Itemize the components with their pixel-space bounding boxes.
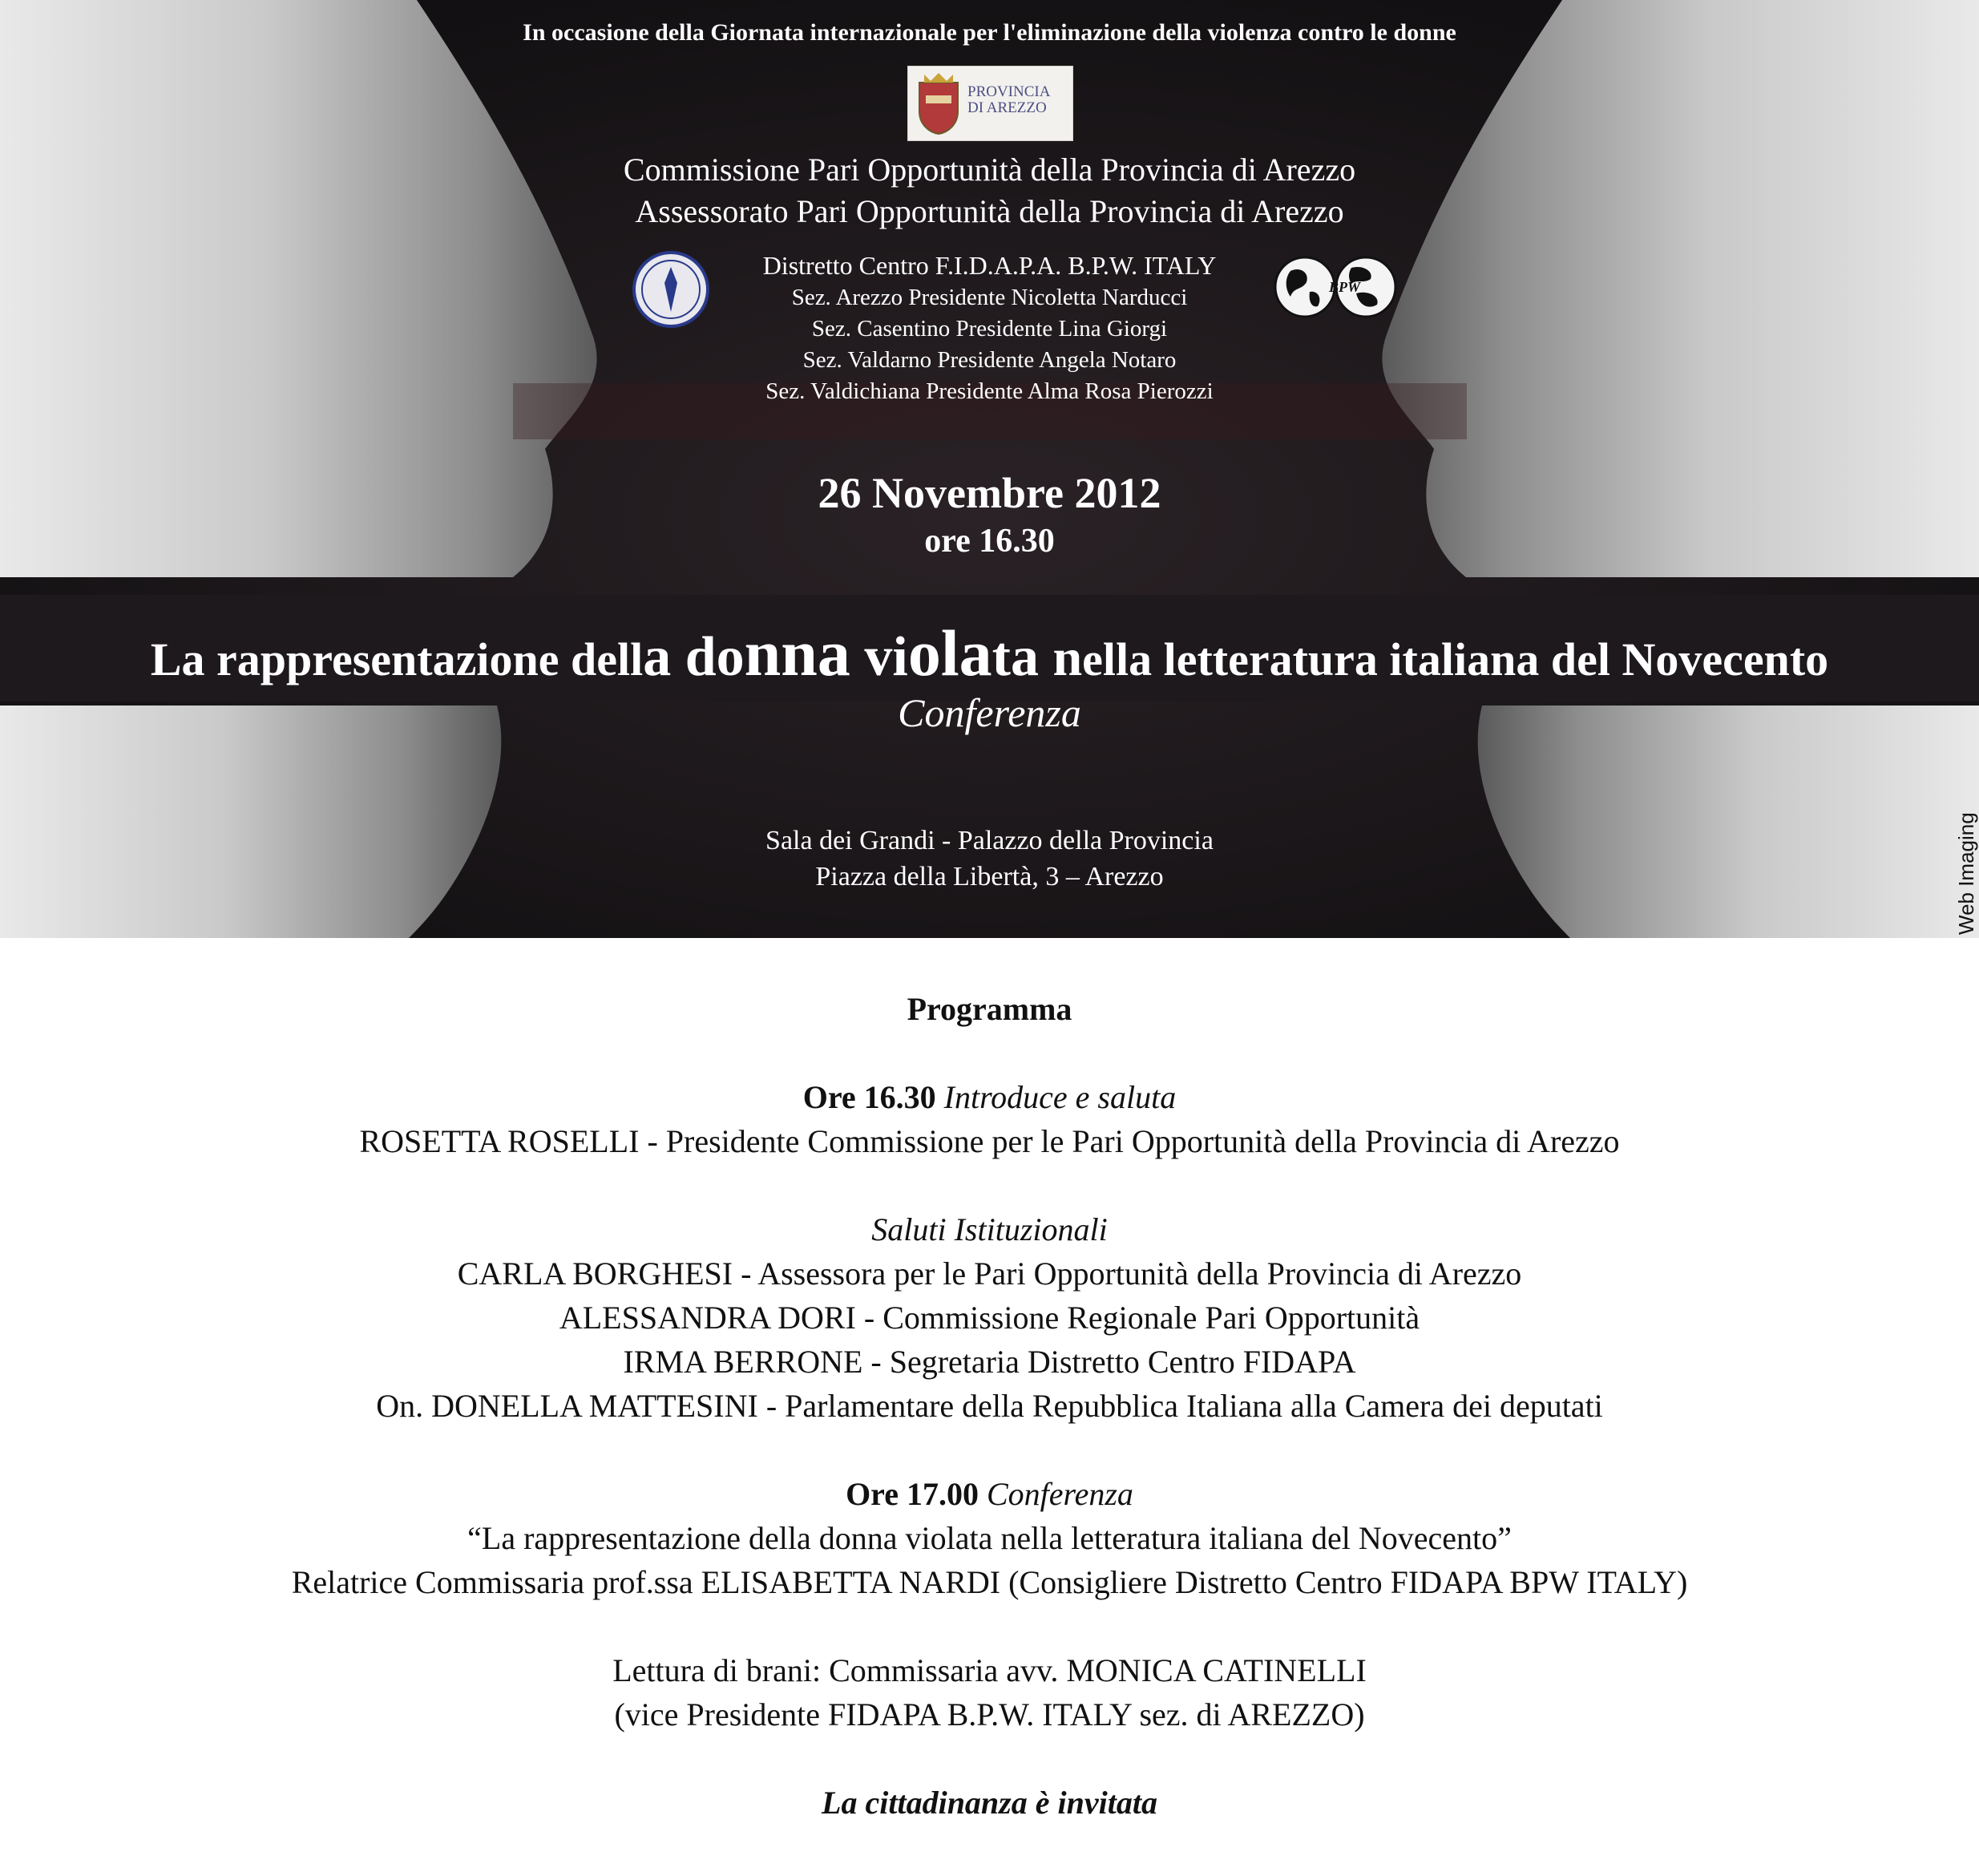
web-imaging-credit: Web Imaging <box>1954 812 1978 935</box>
programme-item-2 <box>0 1476 1979 1513</box>
item-2-title: “La rappresentazione della donna violata nella letteratura italiana del Novecento” <box>467 1520 1512 1556</box>
reading-line-2: (vice Presidente FIDAPA B.P.W. ITALY sez. di AREZZO) <box>614 1696 1365 1732</box>
commission-line: Commissione Pari Opportunità della Provincia di Arezzo <box>623 152 1356 188</box>
event-date: 26 Novembre 2012 <box>818 469 1161 517</box>
programme-heading: Programma <box>907 991 1072 1027</box>
item-2-label: Conferenza <box>986 1476 1133 1512</box>
event-time: ore 16.30 <box>924 523 1055 560</box>
section-arezzo: Sez. Arezzo Presidente Nicoletta Narducci <box>791 285 1188 310</box>
saluti-speaker-2: ALESSANDRA DORI - Commissione Regionale Pari Opportunità <box>559 1300 1420 1336</box>
bpw-logo-text: BPW <box>1329 279 1361 295</box>
programme-item-1 <box>0 1079 1979 1116</box>
provincia-logo <box>907 66 1073 141</box>
item-2-time: Ore 17.00 <box>846 1476 979 1512</box>
closing-invitation: La cittadinanza è invitata <box>822 1785 1157 1821</box>
item-1-label: Introduce e saluta <box>943 1079 1177 1115</box>
venue-line-2: Piazza della Libertà, 3 – Arezzo <box>815 862 1164 892</box>
logo-text: PROVINCIA DI AREZZO <box>967 83 1050 116</box>
bpw-globe-logo-icon <box>1273 255 1398 319</box>
assessorato-line: Assessorato Pari Opportunità della Provincia di Arezzo <box>635 193 1344 229</box>
event-subtitle: Conferenza <box>898 690 1081 735</box>
event-title: La rappresentazione della donna violata nella letteratura italiana del Novecento <box>150 617 1829 689</box>
section-valdarno: Sez. Valdarno Presidente Angela Notaro <box>802 347 1177 373</box>
saluti-heading: Saluti Istituzionali <box>871 1211 1108 1247</box>
saluti-speaker-3: IRMA BERRONE - Segretaria Distretto Centro FIDAPA <box>623 1344 1356 1380</box>
crest-icon <box>916 71 961 135</box>
item-1-speaker: ROSETTA ROSELLI - Presidente Commissione per le Pari Opportunità della Provincia di Arezzo <box>359 1123 1620 1159</box>
district-line: Distretto Centro F.I.D.A.P.A. B.P.W. ITALY <box>762 251 1217 280</box>
item-1-time: Ore 16.30 <box>802 1079 936 1115</box>
item-2-speaker: Relatrice Commissaria prof.ssa ELISABETTA NARDI (Consigliere Distretto Centro FIDAPA BPW ITALY) <box>291 1564 1688 1600</box>
section-casentino: Sez. Casentino Presidente Lina Giorgi <box>811 316 1168 342</box>
occasion-line: In occasione della Giornata internazionale per l'eliminazione della violenza contro le donne <box>523 19 1456 46</box>
saluti-speaker-4: On. DONELLA MATTESINI - Parlamentare della Repubblica Italiana alla Camera dei deputati <box>376 1388 1603 1424</box>
section-valdichiana: Sez. Valdichiana Presidente Alma Rosa Pierozzi <box>765 378 1214 404</box>
reading-line-1: Lettura di brani: Commissaria avv. MONICA CATINELLI <box>612 1652 1367 1688</box>
saluti-speaker-1: CARLA BORGHESI - Assessora per le Pari Opportunità della Provincia di Arezzo <box>457 1255 1522 1292</box>
venue-line-1: Sala dei Grandi - Palazzo della Provincia <box>765 826 1214 855</box>
